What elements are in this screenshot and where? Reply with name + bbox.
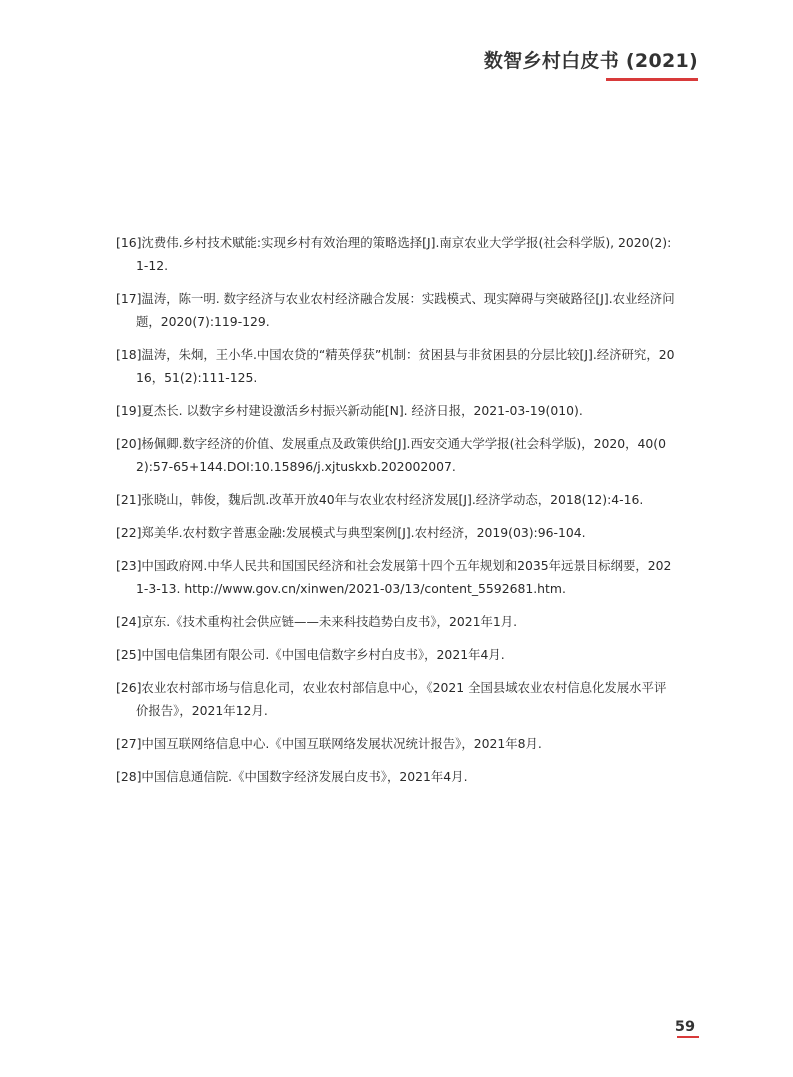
document-title: 数智乡村白皮书 (2021) [483, 50, 698, 72]
reference-item-17: [17]温涛，陈一明. 数字经济与农业农村经济融合发展：实践模式、现实障碍与突破路径[J].农业经济问题，2020(7):119-129. [116, 291, 675, 329]
page-number-accent-rule [677, 1036, 699, 1038]
reference-item-20: [20]杨佩卿.数字经济的价值、发展重点及政策供给[J].西安交通大学学报(社会科学版)，2020，40(02):57-65+144.DOI:10.15896/j.xjtuskxb.202002007. [116, 436, 666, 474]
reference-item-16: [16]沈费伟.乡村技术赋能:实现乡村有效治理的策略选择[J].南京农业大学学报(社会科学版), 2020(2):1-12. [116, 235, 672, 273]
reference-item-24: [24]京东.《技术重构社会供应链——未来科技趋势白皮书》，2021年1月. [116, 614, 518, 629]
reference-item-28: [28]中国信息通信院.《中国数字经济发展白皮书》，2021年4月. [116, 769, 468, 784]
reference-item-19: [19]夏杰长. 以数字乡村建设激活乡村振兴新动能[N]. 经济日报，2021-03-19(010). [116, 403, 583, 418]
reference-item-27: [27]中国互联网络信息中心.《中国互联网络发展状况统计报告》，2021年8月. [116, 736, 542, 751]
header-accent-rule [606, 78, 698, 81]
reference-item-26: [26]农业农村部市场与信息化司，农业农村部信息中心，《2021 全国县域农业农村信息化发展水平评价报告》，2021年12月. [116, 680, 667, 718]
reference-item-22: [22]郑美华.农村数字普惠金融:发展模式与典型案例[J].农村经济，2019(03):96-104. [116, 525, 586, 540]
reference-item-23: [23]中国政府网.中华人民共和国国民经济和社会发展第十四个五年规划和2035年远景目标纲要，2021-3-13. http://www.gov.cn/xinwen/2021-03/13/content_5592681.htm. [116, 558, 672, 596]
page-header [484, 47, 698, 75]
page-number: 59 [674, 1019, 696, 1035]
reference-list [116, 231, 676, 798]
reference-item-21: [21]张晓山，韩俊，魏后凯.改革开放40年与农业农村经济发展[J].经济学动态，2018(12):4-16. [116, 492, 644, 507]
reference-item-18: [18]温涛，朱炯，王小华.中国农贷的“精英俘获”机制：贫困县与非贫困县的分层比较[J].经济研究，2016，51(2):111-125. [116, 347, 675, 385]
reference-item-25: [25]中国电信集团有限公司.《中国电信数字乡村白皮书》，2021年4月. [116, 647, 505, 662]
